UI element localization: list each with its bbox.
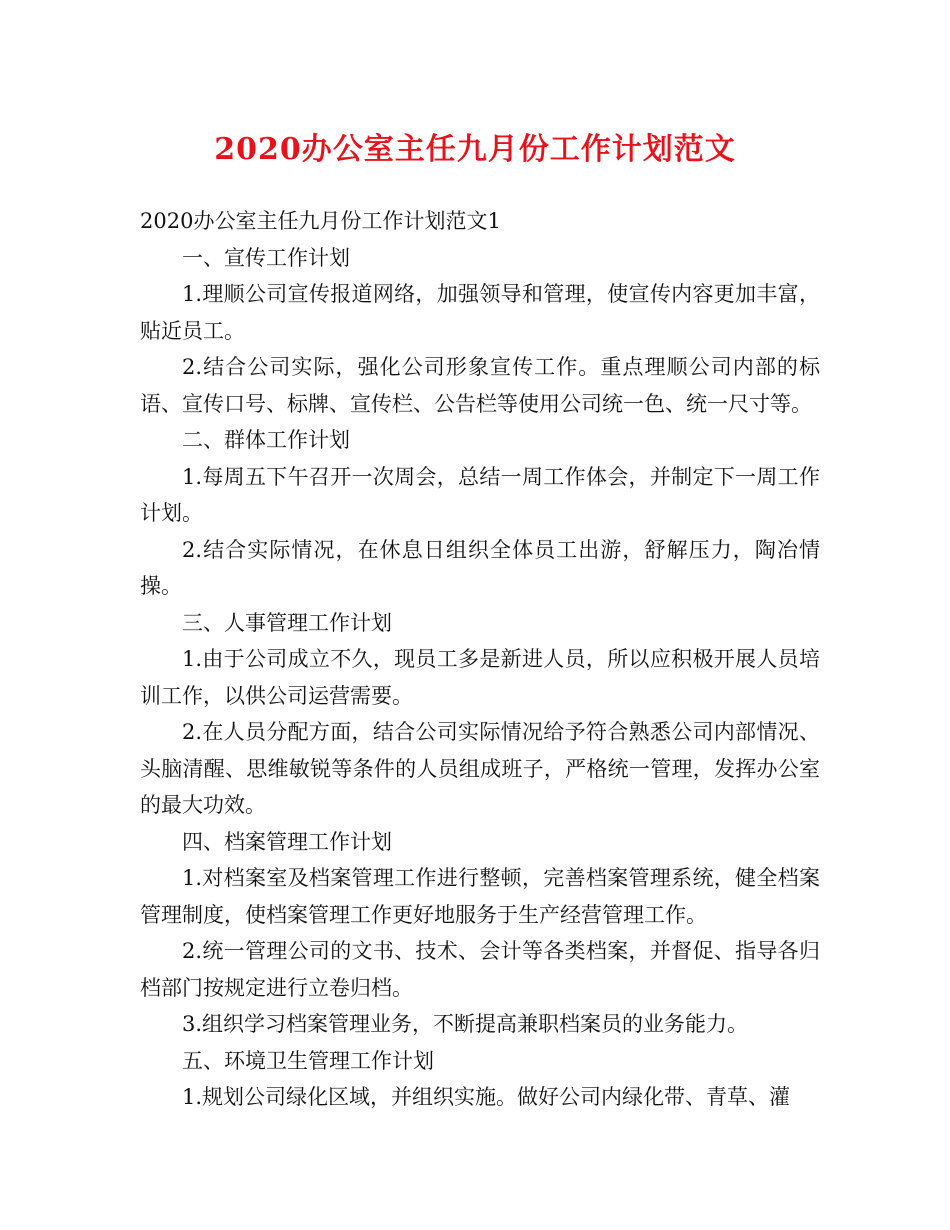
section-heading-1: 一、宣传工作计划: [182, 245, 350, 270]
paragraph: 2.统一管理公司的文书、技术、会计等各类档案，并督促、指导各归档部门按规定进行立卷归档。: [140, 939, 820, 1000]
paragraph: 1.由于公司成立不久，现员工多是新进人员，所以应积极开展人员培训工作，以供公司运营需要。: [140, 647, 820, 708]
section-heading-3: 三、人事管理工作计划: [182, 610, 392, 635]
paragraph-heading: 2020办公室主任九月份工作计划范文1: [140, 209, 501, 233]
section-heading-5: 五、环境卫生管理工作计划: [182, 1048, 434, 1073]
document-title: 2020办公室主任九月份工作计划范文: [214, 132, 736, 167]
paragraph: 2.结合公司实际，强化公司形象宣传工作。重点理顺公司内部的标语、宣传口号、标牌、宣传栏、公告栏等使用公司统一色、统一尺寸等。: [140, 355, 820, 416]
paragraph: 1.理顺公司宣传报道网络，加强领导和管理，使宣传内容更加丰富，贴近员工。: [140, 282, 820, 343]
paragraph: 1.规划公司绿化区域，并组织实施。做好公司内绿化带、青草、灌: [182, 1085, 791, 1109]
section-heading-2: 二、群体工作计划: [182, 428, 350, 452]
paragraph: 2.结合实际情况，在休息日组织全体员工出游，舒解压力，陶冶情操。: [140, 537, 820, 598]
document-body: [140, 203, 820, 1116]
paragraph: 1.对档案室及档案管理工作进行整顿，完善档案管理系统，健全档案管理制度，使档案管理工作更好地服务于生产经营管理工作。: [140, 866, 820, 927]
paragraph: 2.在人员分配方面，结合公司实际情况给予符合熟悉公司内部情况、头脑清醒、思维敏锐等条件的人员组成班子，严格统一管理，发挥办公室的最大功效。: [140, 720, 820, 817]
section-heading-4: 四、档案管理工作计划: [182, 829, 392, 854]
paragraph: 3.组织学习档案管理业务，不断提高兼职档案员的业务能力。: [182, 1012, 749, 1036]
paragraph: 1.每周五下午召开一次周会，总结一周工作体会，并制定下一周工作计划。: [140, 464, 820, 525]
